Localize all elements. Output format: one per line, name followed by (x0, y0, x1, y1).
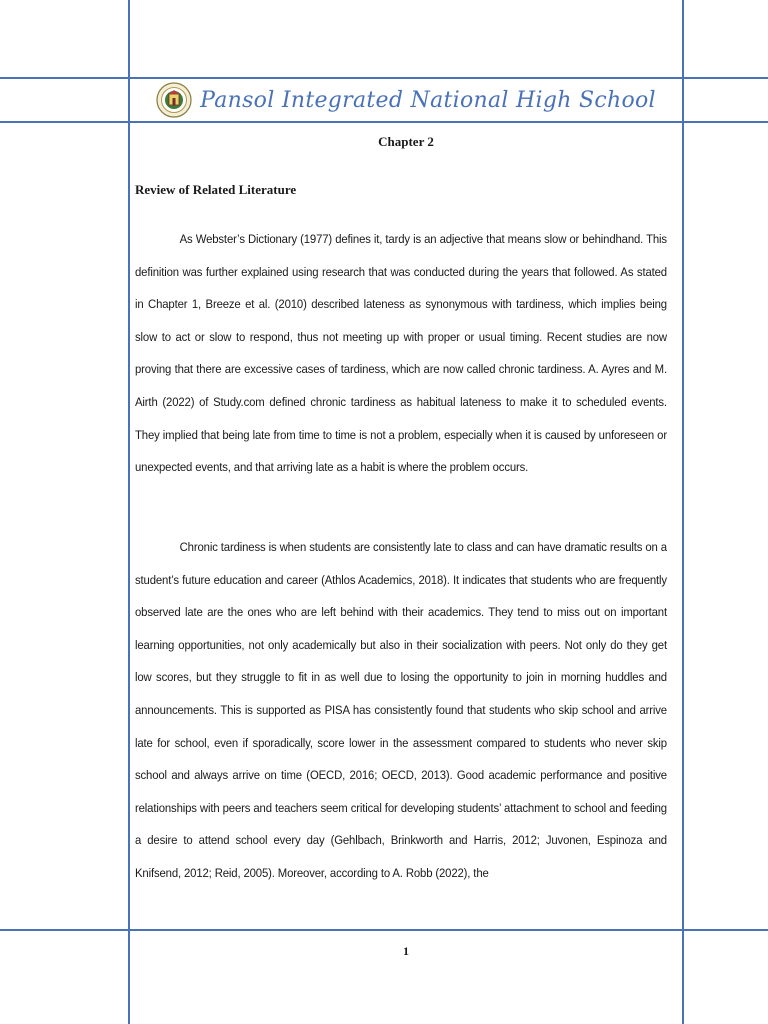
school-seal-icon (156, 82, 192, 118)
letterhead (130, 79, 682, 121)
paragraph-text: Chronic tardiness is when students are consistently late to class and can have dramatic results on a student’s future education and career (Athlos Academics, 2018). It indicates that students who are frequently observed late are the ones who are left behind with their academics. They tend to miss out on important learning opportunities, not only academically but also in their socialization with peers. Not only do they get low scores, but they struggle to fit in as well due to losing the opportunity to join in morning huddles and announcements. This is supported as PISA has consistently found that students who skip school and arrive late for school, even if sporadically, score lower in the assessment compared to students who never skip school and always arrive on time (OECD, 2016; OECD, 2013). Good academic performance and positive relationships with peers and teachers seem critical for developing students’ attachment to school and feeding a desire to attend school every day (Gehlbach, Brinkworth and Harris, 2012; Juvonen, Espinoza and Knifsend, 2012; Reid, 2005). Moreover, according to A. Robb (2022), the (135, 540, 667, 880)
school-name: Pansol Integrated National High School (200, 87, 656, 113)
paragraph (135, 531, 667, 890)
paragraph-text: As Webster’s Dictionary (1977) defines it, tardy is an adjective that means slow or behindhand. This definition was further explained using research that was conducted during the years that followed. As stated in Chapter 1, Breeze et al. (2010) described lateness as synonymous with tardiness, which implies being slow to act or slow to respond, thus not meeting up with proper or usual timing. Recent studies are now proving that there are excessive cases of tardiness, which are now called chronic tardiness. A. Ayres and M. Airth (2022) of Study.com defined chronic tardiness as habitual lateness to make it to scheduled events. They implied that being late from time to time is not a problem, especially when it is caused by unforeseen or unexpected events, and that arriving late as a habit is where the problem occurs. (135, 232, 667, 475)
section-title: Review of Related Literature (135, 182, 297, 197)
right-margin-rule (682, 0, 684, 1024)
chapter-heading: Chapter 2 (378, 134, 434, 149)
page-number: 1 (403, 944, 409, 958)
paragraph (135, 223, 667, 484)
left-margin-rule (128, 0, 130, 1024)
header-bottom-rule (0, 121, 768, 123)
footer-rule (0, 929, 768, 931)
